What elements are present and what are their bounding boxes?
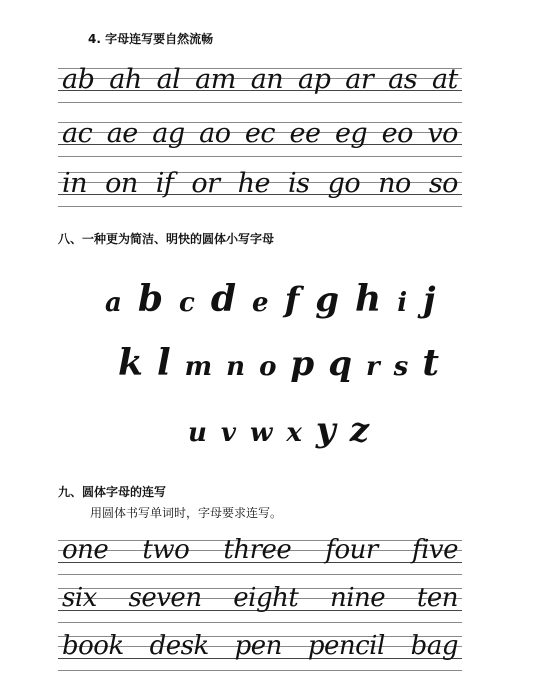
letter-pair: ar <box>345 64 374 95</box>
round-letter: h <box>355 278 382 320</box>
letter-pair: at <box>431 64 458 95</box>
round-letter: f <box>284 280 300 320</box>
round-letter: n <box>226 352 246 382</box>
round-letter: e <box>252 288 269 318</box>
cursive-word: pencil <box>307 631 385 661</box>
letter-pair: if <box>155 168 174 199</box>
round-letter: a <box>105 288 122 318</box>
letter-pair: al <box>156 64 181 95</box>
cursive-word: book <box>62 631 124 661</box>
round-letter: p <box>290 344 315 384</box>
cursive-word: one <box>62 535 109 565</box>
round-letter: y <box>315 410 336 450</box>
cursive-word: three <box>223 535 292 565</box>
letter-pair: eg <box>334 118 368 149</box>
letter-pair: is <box>288 168 310 199</box>
letter-pair: ag <box>152 118 185 149</box>
round-letter: v <box>220 418 237 448</box>
writing-band-5 <box>58 583 462 624</box>
round-letter: m <box>184 352 213 382</box>
letter-pair: ee <box>289 118 321 149</box>
round-letter: t <box>422 342 439 384</box>
cursive-word: pen <box>234 631 282 661</box>
round-letter: o <box>259 352 277 382</box>
section-9-instruction: 用圆体书写单词时，字母要求连写。 <box>90 506 283 520</box>
letter-pair: ah <box>109 64 142 95</box>
round-letter: c <box>179 288 195 318</box>
letter-pair: ao <box>199 118 231 149</box>
round-letter: u <box>188 418 207 448</box>
cursive-word: four <box>325 535 378 565</box>
cursive-word: two <box>142 535 190 565</box>
cursive-word: ten <box>416 583 458 613</box>
letter-pair: as <box>388 64 418 95</box>
letter-pair: so <box>428 168 458 199</box>
letter-pair: ap <box>298 64 331 95</box>
round-letter: b <box>137 278 164 320</box>
round-letter: w <box>250 418 273 448</box>
words-row-2 <box>58 583 462 613</box>
round-letter: z <box>349 410 369 450</box>
letter-pairs-row-2 <box>58 118 462 149</box>
letter-pair: ab <box>62 64 95 95</box>
section-9-title: 九、圆体字母的连写 <box>58 485 167 499</box>
writing-band-6 <box>58 631 462 672</box>
round-letter: q <box>328 344 352 384</box>
letter-pair: ac <box>62 118 93 149</box>
letter-pair: or <box>191 168 220 199</box>
cursive-word: nine <box>330 583 386 613</box>
letter-pair: on <box>105 168 138 199</box>
round-letter: r <box>365 352 380 382</box>
words-row-1 <box>58 535 462 565</box>
writing-band-2 <box>58 118 462 158</box>
cursive-word: five <box>411 535 458 565</box>
round-letter: l <box>156 342 171 384</box>
cursive-word: seven <box>128 583 202 613</box>
letter-pair: in <box>62 168 88 199</box>
letter-pairs-row-1 <box>58 64 462 95</box>
cursive-word: six <box>62 583 97 613</box>
letter-pair: he <box>237 168 270 199</box>
words-row-3 <box>58 631 462 661</box>
writing-band-4 <box>58 535 462 576</box>
letter-pair: am <box>195 64 236 95</box>
letter-pair: an <box>250 64 284 95</box>
cursive-word: bag <box>410 631 458 661</box>
round-letters-row-3 <box>188 410 369 450</box>
section-4-title: 4. 字母连写要自然流畅 <box>88 32 214 46</box>
writing-band-3 <box>58 168 462 208</box>
round-letters-row-2 <box>118 342 439 384</box>
cursive-word: eight <box>233 583 299 613</box>
round-letter: d <box>210 278 237 320</box>
writing-band-1 <box>58 64 462 104</box>
letter-pair: no <box>378 168 411 199</box>
round-letter: k <box>118 342 143 384</box>
round-letters-row-1 <box>105 278 435 320</box>
letter-pair: go <box>327 168 361 199</box>
letter-pair: eo <box>381 118 413 149</box>
letter-pairs-row-3 <box>58 168 462 199</box>
round-letter: s <box>393 352 409 382</box>
letter-pair: vo <box>427 118 458 149</box>
letter-pair: ec <box>244 118 276 149</box>
cursive-word: desk <box>149 631 209 661</box>
round-letter: i <box>397 288 408 318</box>
round-letter: x <box>286 418 302 448</box>
section-8-title: 八、一种更为简洁、明快的圆体小写字母 <box>58 232 275 246</box>
round-letter: g <box>315 280 340 320</box>
letter-pair: ae <box>106 118 138 149</box>
round-letter: j <box>423 280 436 320</box>
